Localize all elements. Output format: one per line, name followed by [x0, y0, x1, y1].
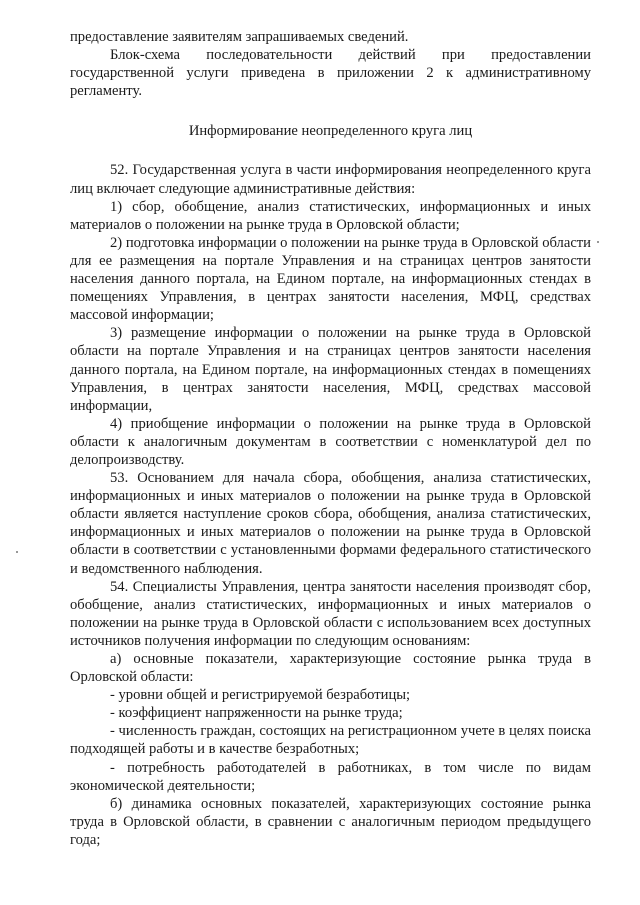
- scan-speck: [597, 241, 599, 243]
- paragraph-54: 54. Специалисты Управления, центра занятости населения производят сбор, обобщение, анализ статистических, информационных и иных материалов о положении на рынке труда в Орловской области с использованием всех доступных источников получения информации по следующим основаниям:: [70, 578, 591, 649]
- item-a: а) основные показатели, характеризующие состояние рынка труда в Орловской области:: [70, 651, 591, 686]
- item-3: 3) размещение информации о положении на рынке труда в Орловской области на портале Управления и на страницах центров занятости населения данного портала, на Едином портале, на информационных стендах в помещениях Управления, в центрах занятости населения, МФЦ, средствах массовой информации,: [70, 325, 591, 414]
- bullet-registered-citizens: - численность граждан, состоящих на регистрационном учете в целях поиска подходящей работы и в качестве безработных;: [70, 723, 591, 758]
- paragraph-53: 53. Основанием для начала сбора, обобщения, анализа статистических, информационных и иных материалов о положении на рынке труда в Орловской области является наступление сроков сбора, обобщения, анализа статистических, информационных и иных материалов о положении на рынке труда в Орловской области в соответствии с установленными формами федерального статистического и ведомственного наблюдения.: [70, 470, 591, 577]
- section-heading: Информирование неопределенного круга лиц: [188, 123, 473, 140]
- bullet-tension-coefficient: - коэффициент напряженности на рынке труда;: [110, 705, 403, 722]
- document-body: [70, 28, 591, 849]
- bullet-unemployment: - уровни общей и регистрируемой безработицы;: [110, 687, 411, 704]
- intro-paragraph: Блок-схема последовательности действий при предоставлении государственной услуги приведена в приложении 2 к административному регламенту.: [70, 47, 591, 100]
- item-4: 4) приобщение информации о положении на рынке труда в Орловской области к аналогичным документам в соответствии с номенклатурой дел по делопроизводству.: [70, 415, 591, 468]
- bullet-employer-demand: - потребность работодателей в работниках, в том числе по видам экономической деятельности;: [70, 759, 591, 794]
- scan-speck: [16, 551, 18, 553]
- paragraph-52: 52. Государственная услуга в части информирования неопределенного круга лиц включает следующие административные действия:: [70, 162, 591, 197]
- item-1: 1) сбор, обобщение, анализ статистических, информационных и иных материалов о положении на рынке труда в Орловской области;: [70, 198, 591, 233]
- item-2: 2) подготовка информации о положении на рынке труда в Орловской области для ее размещения на портале Управления и на страницах центров занятости населения данного портала, на Едином портале, на информационных стендах в помещениях Управления, в центрах занятости населения, МФЦ, средствах массовой информации;: [70, 234, 591, 324]
- intro-line: предоставление заявителям запрашиваемых сведений.: [70, 29, 409, 45]
- item-b: б) динамика основных показателей, характеризующих состояние рынка труда в Орловской области, в сравнении с аналогичным периодом предыдущего года;: [70, 795, 591, 848]
